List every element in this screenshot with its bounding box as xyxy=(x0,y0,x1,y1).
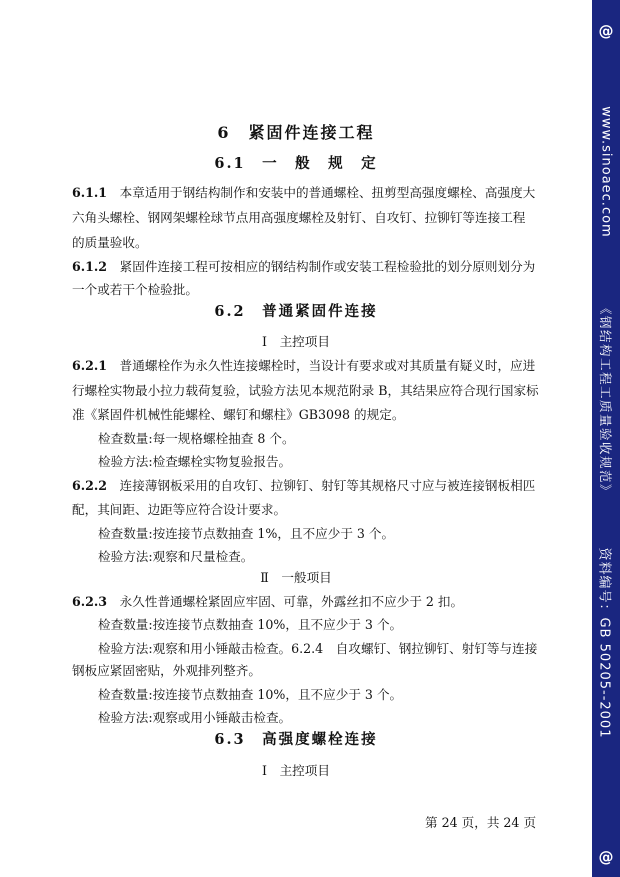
subheading-main-items: Ⅰ 主控项目 xyxy=(262,334,330,349)
clause-number: 6.2.2 xyxy=(72,478,108,493)
clause-6-2-2-line-2: 配，其间距、边距等应符合设计要求。 xyxy=(72,502,287,517)
book-title: 《钢结构工程工质量验收规范》 xyxy=(598,301,613,499)
section-title-6-1: 6.1 一 般 规 定 xyxy=(214,155,378,172)
sidebar-banner xyxy=(592,0,620,877)
inspection-quantity: 检查数量:按连接节点数抽查 10%，且不应少于 3 个。 xyxy=(98,617,403,632)
page-footer: 第 24 页，共 24 页 xyxy=(425,815,537,830)
inspection-method: 检验方法:检查螺栓实物复验报告。 xyxy=(98,454,292,469)
clause-6-2-4-line-2: 钢板应紧固密贴，外观排列整齐。 xyxy=(72,663,261,678)
clause-6-2-2-line-1: 6.2.2 连接薄钢板采用的自攻钉、拉铆钉、射钉等其规格尺寸应与被连接钢板相匹 xyxy=(72,478,536,493)
clause-6-1-1-line-1: 6.1.1 本章适用于钢结构制作和安装中的普通螺栓、扭剪型高强度螺栓、高强度大 xyxy=(72,185,536,200)
clause-6-1-2-line-1: 6.1.2 紧固件连接工程可按相应的钢结构制作或安装工程检验批的划分原则划分为 xyxy=(72,259,536,274)
document-code: 资料编号：GB 50205--2001 xyxy=(596,547,612,739)
at-sign-top: @ xyxy=(598,22,614,40)
clause-6-1-1-line-3: 的质量验收。 xyxy=(72,235,148,250)
inspection-quantity: 检查数量:按连接节点数抽查 1%，且不应少于 3 个。 xyxy=(98,526,395,541)
clause-number: 6.1.2 xyxy=(72,259,108,274)
chapter-title: 6 紧固件连接工程 xyxy=(217,123,375,142)
inspection-method: 检验方法:观察和用小锤敲击检查。6.2.4 自攻螺钉、钢拉铆钉、射钉等与连接 xyxy=(98,641,538,656)
clause-number: 6.1.1 xyxy=(72,185,108,200)
inspection-quantity: 检查数量:每一规格螺栓抽查 8 个。 xyxy=(98,431,295,446)
inspection-method: 检验方法:观察和尺量检查。 xyxy=(98,549,254,564)
subheading-main-items: Ⅰ 主控项目 xyxy=(262,763,330,778)
section-title-6-3: 6.3 高强度螺栓连接 xyxy=(214,731,378,748)
clause-6-2-1-line-2: 行螺栓实物最小拉力载荷复验，试验方法见本规范附录 B，其结果应符合现行国家标 xyxy=(72,383,539,398)
section-title-6-2: 6.2 普通紧固件连接 xyxy=(214,303,378,320)
subheading-general-items: Ⅱ 一般项目 xyxy=(260,570,332,585)
clause-6-2-1-line-1: 6.2.1 普通螺栓作为永久性连接螺栓时，当设计有要求或对其质量有疑义时，应进 xyxy=(72,358,536,373)
website-link[interactable]: www.sinoaec.com xyxy=(598,106,614,238)
clause-number: 6.2.3 xyxy=(72,594,108,609)
clause-6-2-3-line-1: 6.2.3 永久性普通螺栓紧固应牢固、可靠，外露丝扣不应少于 2 扣。 xyxy=(72,594,464,609)
inspection-method: 检验方法:观察或用小锤敲击检查。 xyxy=(98,710,292,725)
clause-6-1-1-line-2: 六角头螺栓、钢网架螺栓球节点用高强度螺栓及射钉、自攻钉、拉铆钉等连接工程 xyxy=(72,210,526,225)
clause-6-2-1-line-3: 准《紧固件机械性能螺栓、螺钉和螺柱》GB3098 的规定。 xyxy=(72,407,405,422)
clause-number: 6.2.1 xyxy=(72,358,108,373)
at-sign-bottom: @ xyxy=(598,848,614,866)
inspection-quantity: 检查数量:按连接节点数抽查 10%，且不应少于 3 个。 xyxy=(98,687,403,702)
clause-6-1-2-line-2: 一个或若干个检验批。 xyxy=(72,282,198,297)
